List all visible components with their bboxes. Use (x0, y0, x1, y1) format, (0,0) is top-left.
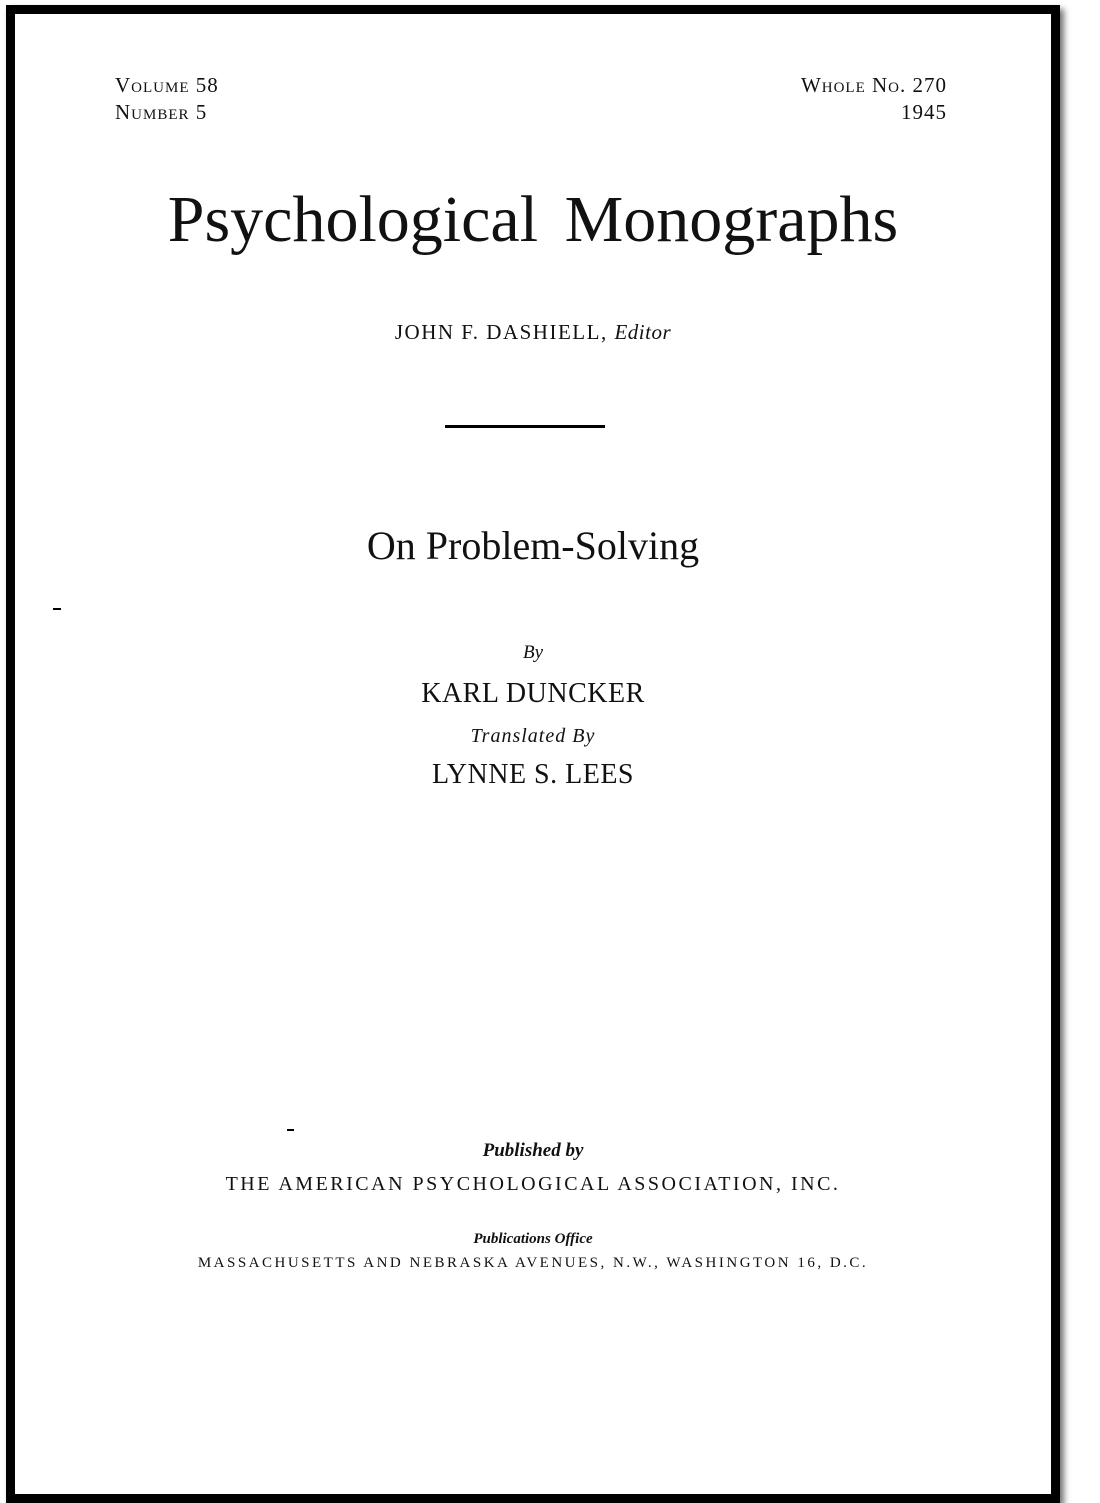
author-name: KARL DUNCKER (421, 678, 645, 709)
work-title: On Problem-Solving (366, 523, 700, 568)
translator-name: LYNNE S. LEES (431, 759, 635, 790)
journal-title: Psychological Monographs (167, 183, 899, 256)
editor-line (15, 320, 1051, 345)
scan-speck (53, 608, 61, 610)
whole-number-label: Whole No. 270 (800, 73, 947, 97)
year-label: 1945 (901, 100, 947, 124)
publisher-name: THE AMERICAN PSYCHOLOGICAL ASSOCIATION, INC. (225, 1173, 841, 1195)
volume-number-block (115, 72, 219, 126)
volume-label: Volume 58 (115, 73, 219, 97)
title-page (6, 5, 1060, 1503)
number-label: Number 5 (115, 100, 208, 124)
editor-name: JOHN F. DASHIELL, (394, 320, 608, 344)
editor-role: Editor (614, 320, 672, 344)
publisher-address: MASSACHUSETTS AND NEBRASKA AVENUES, N.W., WASHINGTON 16, D.C. (197, 1255, 869, 1271)
whole-number-block (801, 72, 947, 126)
published-by-label: Published by (482, 1140, 584, 1161)
publications-office-label: Publications Office (473, 1231, 593, 1247)
scan-speck (287, 1129, 294, 1131)
divider-rule (445, 425, 605, 428)
translated-by-label: Translated By (470, 725, 596, 747)
by-label: By (522, 642, 544, 663)
